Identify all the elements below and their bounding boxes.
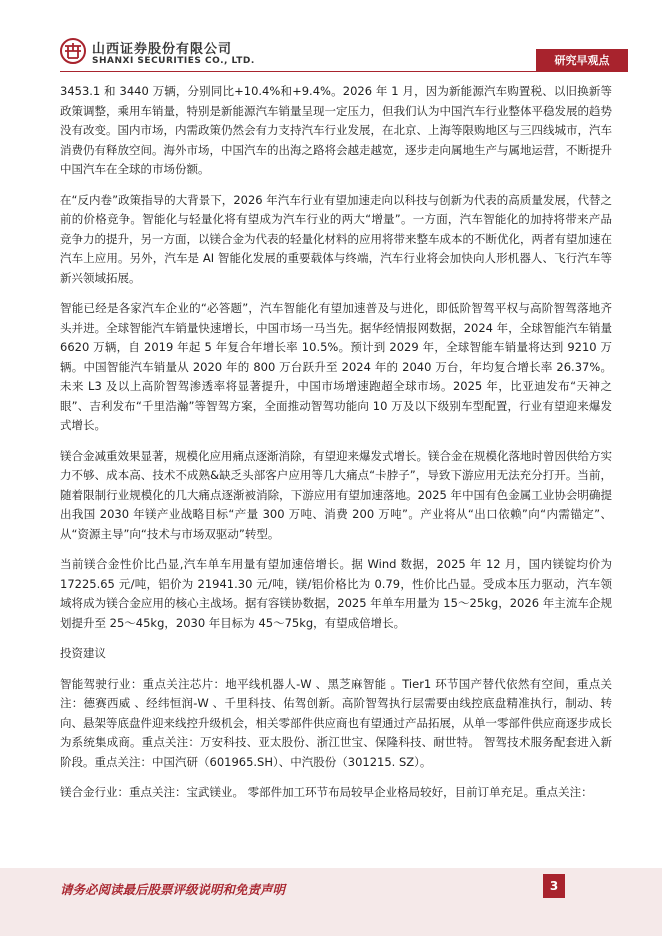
section-title: 投资建议 bbox=[60, 646, 106, 660]
report-body bbox=[60, 82, 612, 814]
header-divider bbox=[60, 71, 628, 72]
body-paragraph: 智能已经是各家汽车企业的“必答题”，汽车智能化有望加速普及与进化，即低阶智驾平权与高阶智驾落地齐头并进。全球智能汽车销量快速增长，中国市场一马当先。据华经情报网数据，2024 年，全球智能汽车销量 6620 万辆，自 2019 年起 5 年复合年增长率 10.5%。预计到 2029 年，全球智能车销量将达到 9210 万辆。中国智能汽车销量从 2020 年的 800 万台跃升至 2024 年的 2040 万台，年均复合增长率 26.37%。未来 L3 及以上高阶智驾渗透率将显著提升，中国市场增速跑超全球市场。2025 年，比亚迪发布“天神之眼”、吉利发布“千里浩瀚”等智驾方案，全面推动智驾功能向 10 万及以下级别车型配置，行业有望迎来爆发式增长。 bbox=[60, 301, 612, 432]
body-paragraph: 3453.1 和 3440 万辆，分别同比+10.4%和+9.4%。2026 年 1 月，因为新能源汽车购置税、以旧换新等政策调整，乘用车销量，特别是新能源汽车销量呈现一定压力，但我们认为中国汽车行业整体平稳发展的趋势没有改变。国内市场，内需政策仍然会有力支持汽车行业发展，在北京、上海等限购地区与三四线城市，汽车消费仍有释放空间。海外市场，中国汽车的出海之路将会越走越宽，逐步走向属地生产与属地运营，不断提升中国汽车在全球的市场份额。 bbox=[60, 84, 612, 176]
section-tag: 研究早观点 bbox=[536, 49, 628, 72]
company-name-en: SHANXI SECURITIES CO., LTD. bbox=[92, 56, 255, 66]
page-number: 3 bbox=[543, 874, 565, 898]
body-paragraph: 当前镁合金性价比凸显,汽车单车用量有望加速倍增长。据 Wind 数据，2025 年 12 月，国内镁锭均价为 17225.65 元/吨，铝价为 21941.30 元/吨，镁/铝价格比为 0.79，性价比凸显。受成本压力驱动，汽车领域将成为镁合金应用的核心主战场。据有容镁协数据，2025 年单车用量为 15～25kg，2026 年主流车企规划提升至 25～45kg，2030 年目标为 45～75kg，有望成倍增长。 bbox=[60, 557, 612, 630]
body-paragraph: 在“反内卷”政策指导的大背景下，2026 年汽车行业有望加速走向以科技与创新为代表的高质量发展，代替之前的价格竞争。智能化与轻量化将有望成为汽车行业的两大“增量”。一方面，汽车智能化的加持将带来产品竞争力的提升，另一方面，以镁合金为代表的轻量化材料的应用将带来整车成本的不断优化，两者有望加速在汽车上应用。另外，汽车是 AI 智能化发展的重要载体与终端，汽车行业将会加快向人形机器人、飞行汽车等新兴领域拓展。 bbox=[60, 192, 612, 285]
recommendation-paragraph: 镁合金行业：重点关注：宝武镁业。 零部件加工环节布局较早企业格局较好，目前订单充足。重点关注： bbox=[60, 785, 593, 799]
company-logo-icon bbox=[60, 38, 86, 64]
page-header bbox=[0, 0, 662, 80]
company-name-cn: 山西证券股份有限公司 bbox=[92, 42, 233, 57]
body-paragraph: 镁合金减重效果显著，规模化应用痛点逐渐消除，有望迎来爆发式增长。镁合金在规模化落地时曾因供给方实力不够、成本高、技术不成熟&缺乏头部客户应用等几大痛点“卡脖子”，导致下游应用无法充分打开。当前，随着限制行业规模化的几大痛点逐渐被消除，下游应用有望加速落地。2025 年中国有色金属工业协会明确提出我国 2030 年镁产业战略目标“产量 300 万吨、消费 200 万吨”。产业将从“出口依赖”向“内需锚定”、从“资源主导”向“技术与市场双驱动”转型。 bbox=[60, 448, 612, 541]
recommendation-paragraph: 智能驾驶行业：重点关注芯片：地平线机器人-W 、黑芝麻智能 。Tier1 环节国产替代依然有空间，重点关注：德赛西威 、经纬恒润-W 、千里科技、佑驾创新。高阶智驾执行层需要由线控底盘精准执行，制动、转向、悬架等底盘件迎来线控升级机会，相关零部件供应商也有望通过产品拓展，从单一零部件供应商逐步成长为系统集成商。重点关注：万安科技、亚太股份、浙江世宝、保隆科技、耐世特。 智驾技术服务配套进入新阶段。重点关注：中国汽研（601965.SH）、中汽股份（301215. SZ）。 bbox=[60, 676, 612, 769]
disclaimer-text: 请务必阅读最后股票评级说明和免责声明 bbox=[60, 882, 286, 897]
